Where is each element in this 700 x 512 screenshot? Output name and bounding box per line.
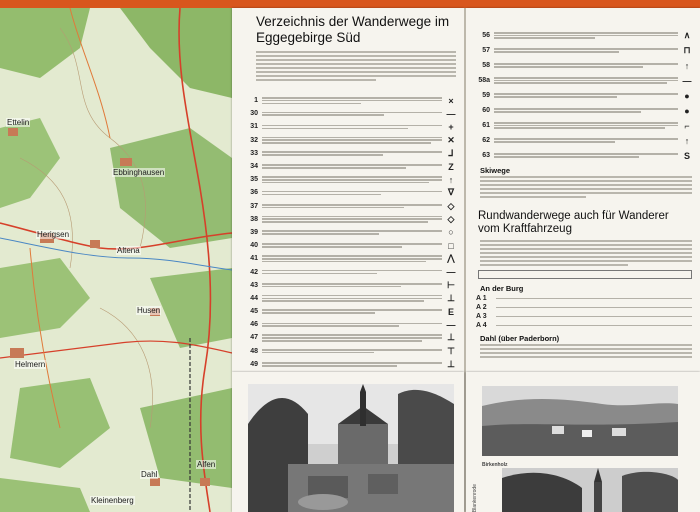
route-number: 44: [250, 294, 258, 302]
route-row: [238, 265, 460, 278]
route-number: 58: [482, 62, 490, 69]
route-number: 61: [482, 122, 490, 129]
route-row: [470, 118, 696, 133]
route-row: [238, 120, 460, 133]
sub-route-row: [476, 303, 692, 312]
route-description: [262, 215, 442, 225]
route-number: 37: [250, 202, 258, 210]
legend-bar: [478, 270, 692, 279]
route-symbol-icon: ✕: [447, 134, 455, 145]
route-description: [494, 62, 678, 69]
photo-panel-left: [232, 372, 464, 512]
route-number: 46: [250, 321, 258, 329]
town-label: Alfen: [197, 460, 216, 469]
intro-text: [256, 51, 456, 89]
dahl-heading: Dahl (über Paderborn): [480, 334, 560, 343]
route-symbol-icon: ⋀: [447, 253, 455, 264]
town-label: Kleinenberg: [91, 496, 134, 505]
skiwege-heading: Skiwege: [480, 166, 511, 175]
town-label: Husen: [137, 306, 161, 315]
sub-route-label: A 3: [476, 313, 487, 320]
route-symbol-icon: ⅃: [448, 147, 454, 158]
town-label: Ebbinghausen: [113, 168, 165, 177]
route-description: [494, 76, 678, 86]
topographic-map: [0, 8, 232, 512]
route-description: [262, 135, 442, 145]
route-symbol-icon: ⊥: [447, 358, 455, 369]
route-symbol-icon: Z: [448, 161, 454, 172]
route-description: [262, 254, 442, 264]
route-symbol-icon: □: [448, 240, 454, 251]
route-symbol-icon: ↑: [684, 135, 690, 146]
route-symbol-icon: —: [446, 319, 456, 330]
route-row: [238, 186, 460, 199]
route-number: 45: [250, 308, 258, 316]
route-description: [262, 163, 442, 170]
route-row: [470, 43, 696, 58]
route-number: 39: [250, 228, 258, 236]
route-number: 49: [250, 360, 258, 368]
route-description: [494, 47, 678, 54]
route-symbol-icon: ⊢: [447, 279, 455, 290]
route-row: [470, 103, 696, 118]
sub-route-row: [476, 312, 692, 321]
skiwege-text: [480, 176, 692, 200]
town-label: Herigsen: [37, 230, 70, 239]
route-row: [238, 345, 460, 358]
route-row: [238, 94, 460, 107]
sub-route-text: [496, 315, 692, 319]
route-description: [262, 190, 442, 197]
top-orange-strip: [0, 0, 700, 8]
route-number: 47: [250, 334, 258, 342]
route-description: [262, 361, 442, 368]
route-row: [470, 148, 696, 163]
route-row: [238, 213, 460, 226]
route-number: 59: [482, 92, 490, 99]
route-number: 43: [250, 281, 258, 289]
route-row: [238, 226, 460, 239]
route-symbol-icon: ◇: [447, 213, 455, 224]
route-row: [238, 147, 460, 160]
route-number: 58a: [478, 77, 490, 84]
route-row: [238, 358, 460, 371]
church-tower-photo: [502, 468, 678, 512]
church-photo: [248, 384, 454, 512]
town-label: Ettelin: [7, 118, 30, 127]
route-row: [238, 318, 460, 331]
route-number: 57: [482, 47, 490, 54]
rundwander-heading: Rundwanderwege auch für Wanderer vom Kraftfahrzeug: [478, 210, 669, 235]
route-description: [262, 229, 442, 236]
sub-route-label: A 1: [476, 295, 487, 302]
route-row: [238, 107, 460, 120]
route-symbol-icon: ⊥: [447, 292, 455, 303]
route-symbol-icon: —: [446, 108, 456, 119]
route-number: 34: [250, 163, 258, 171]
route-row: [470, 133, 696, 148]
route-row: [238, 331, 460, 344]
route-description: [494, 137, 678, 144]
route-symbol-icon: +: [448, 121, 454, 132]
sub-route-row: [476, 294, 692, 303]
route-row: [238, 173, 460, 186]
route-symbol-icon: ⌐: [684, 120, 690, 131]
map-drawing: [0, 8, 232, 512]
route-row: [470, 88, 696, 103]
route-number: 41: [250, 255, 258, 263]
route-number: 30: [250, 110, 258, 118]
route-number: 48: [250, 347, 258, 355]
route-symbol-icon: ○: [448, 227, 454, 238]
sub-route-list: [476, 294, 692, 330]
route-number: 56: [482, 32, 490, 39]
photo-panel-right: [466, 372, 700, 512]
route-number: 35: [250, 176, 258, 184]
rundwander-text: [480, 240, 692, 268]
route-description: [494, 31, 678, 41]
route-description: [262, 96, 442, 106]
route-row: [238, 292, 460, 305]
route-symbol-icon: ⊓: [683, 45, 691, 55]
an-der-burg-heading: An der Burg: [480, 284, 524, 293]
route-description: [494, 121, 678, 131]
route-symbol-icon: ◇: [447, 200, 455, 211]
route-row: [238, 200, 460, 213]
town-label: Helmern: [15, 360, 46, 369]
route-list-continued: [470, 28, 696, 163]
route-number: 1: [254, 97, 258, 105]
sub-route-row: [476, 321, 692, 330]
route-row: [238, 252, 460, 265]
route-symbol-icon: ∧: [683, 30, 691, 40]
route-row: [470, 58, 696, 73]
route-description: [262, 110, 442, 117]
sub-route-text: [496, 306, 692, 310]
route-row: [470, 73, 696, 88]
route-description: [262, 348, 442, 355]
route-row: [238, 239, 460, 252]
route-description: [262, 321, 442, 328]
route-description: [262, 308, 442, 315]
route-symbol-icon: ●: [684, 105, 690, 116]
route-number: 31: [250, 123, 258, 131]
route-number: 42: [250, 268, 258, 276]
sub-route-label: A 4: [476, 322, 487, 329]
route-row: [238, 160, 460, 173]
town-label: Altena: [117, 246, 140, 255]
route-symbol-icon: ↑: [448, 174, 454, 185]
route-row: [238, 134, 460, 147]
route-number: 40: [250, 242, 258, 250]
route-description: [262, 150, 442, 157]
route-symbol-icon: S: [683, 150, 690, 161]
photo-label: Birkenholz: [482, 462, 508, 468]
route-number: 62: [482, 137, 490, 144]
route-description: [262, 203, 442, 210]
route-row: [470, 28, 696, 43]
photo-side-label: Blankenrode: [472, 484, 478, 512]
town-label: Dahl: [141, 470, 158, 479]
route-description: [262, 269, 442, 276]
sub-route-text: [496, 324, 692, 328]
route-description: [262, 124, 442, 131]
page-title: Verzeichnis der Wanderwege im Eggegebirge Süd: [256, 14, 450, 45]
route-symbol-icon: ●: [684, 90, 690, 101]
route-symbol-icon: ⊤: [447, 345, 455, 356]
route-description: [494, 152, 678, 159]
route-symbol-icon: ∇: [447, 187, 455, 198]
route-symbol-icon: E: [447, 306, 454, 317]
route-list-right-panel: [466, 8, 700, 372]
route-symbol-icon: ⊥: [447, 332, 455, 343]
route-description: [262, 282, 442, 289]
route-row: [238, 279, 460, 292]
route-number: 63: [482, 152, 490, 159]
route-symbol-icon: —: [682, 75, 692, 86]
route-symbol-icon: ×: [448, 95, 454, 106]
sub-route-text: [496, 297, 692, 301]
route-number: 36: [250, 189, 258, 197]
sub-route-label: A 2: [476, 304, 487, 311]
dahl-text: [480, 344, 692, 360]
route-number: 32: [250, 136, 258, 144]
route-description: [262, 333, 442, 343]
route-description: [262, 242, 442, 249]
route-description: [262, 175, 442, 185]
route-number: 38: [250, 215, 258, 223]
route-symbol-icon: —: [446, 267, 456, 278]
route-list-panel: [232, 8, 464, 372]
village-photo: [482, 386, 678, 456]
route-number: 60: [482, 107, 490, 114]
route-description: [494, 107, 678, 114]
route-row: [238, 305, 460, 318]
route-description: [262, 294, 442, 304]
route-number: 33: [250, 149, 258, 157]
route-description: [494, 92, 678, 99]
route-symbol-icon: ↑: [684, 60, 690, 71]
